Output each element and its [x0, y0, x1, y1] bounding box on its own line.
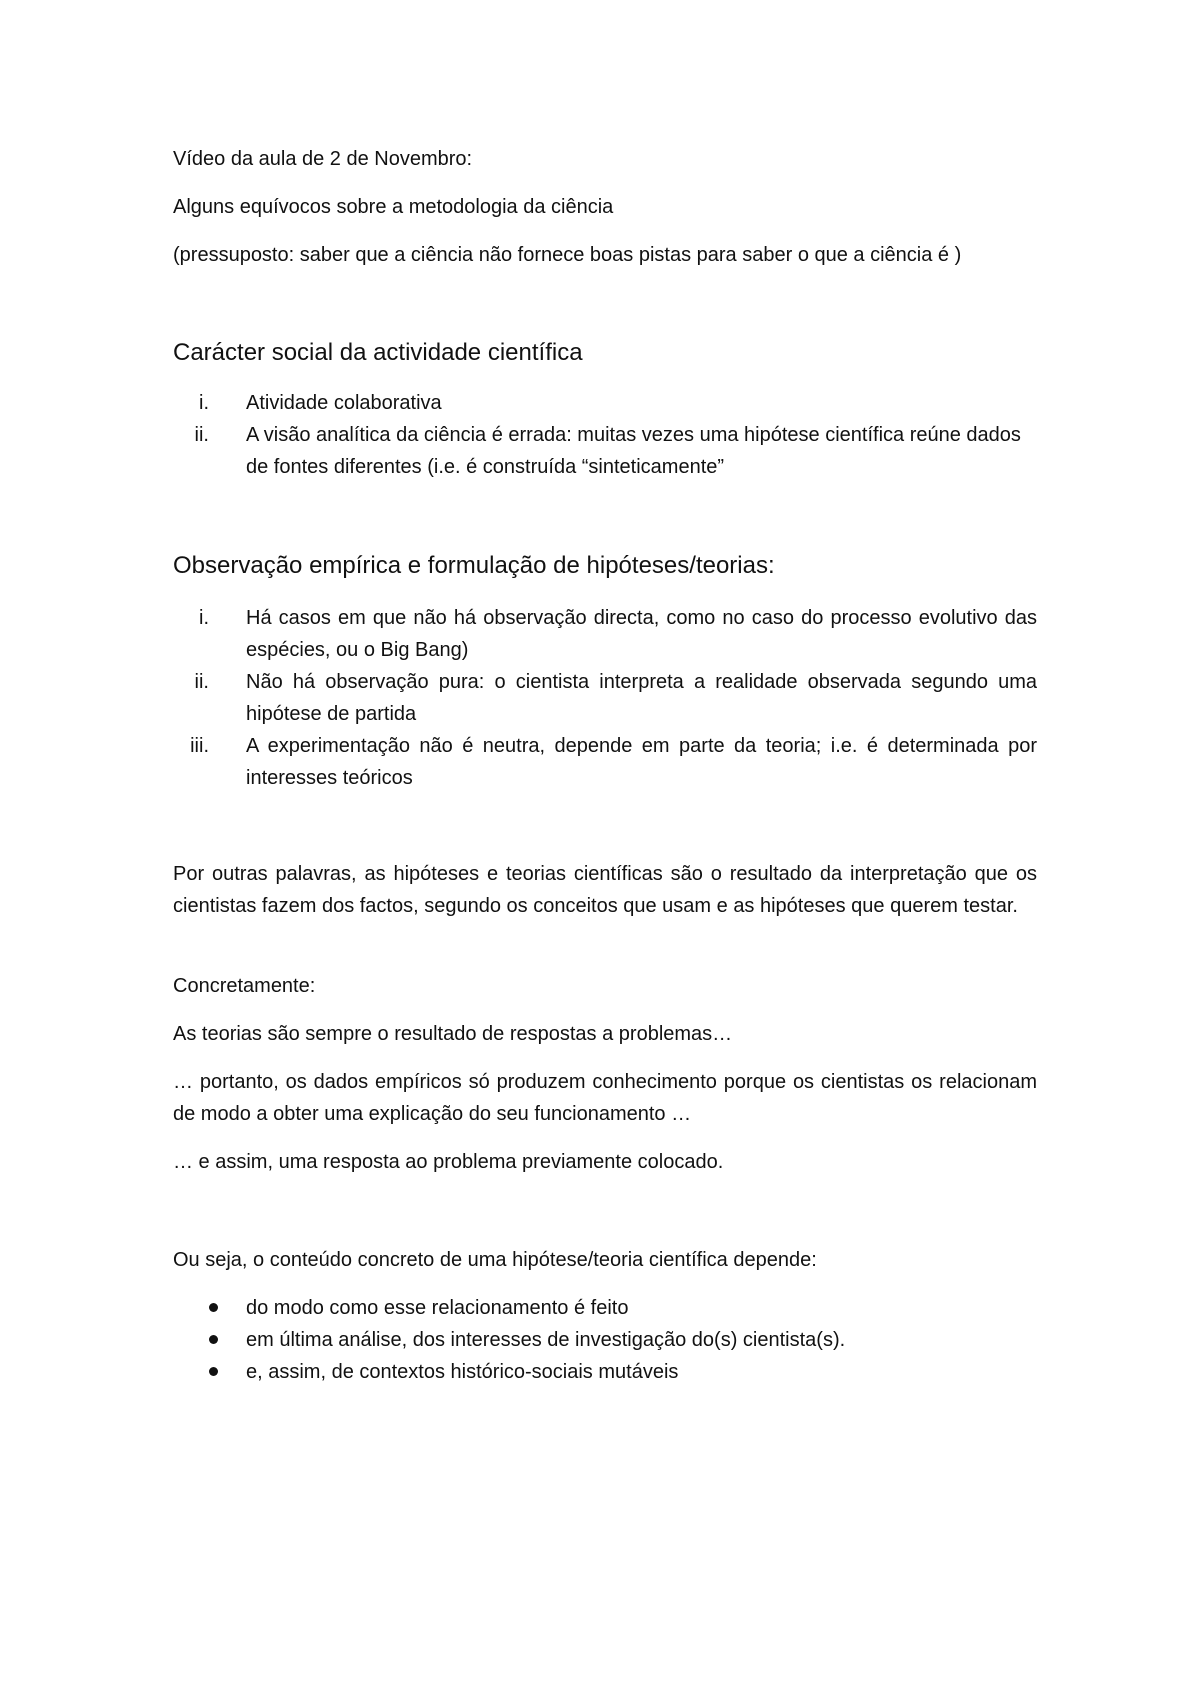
list-item-text: Há casos em que não há observação directa, como no caso do processo evolutivo das espécies, ou o Big Bang) [246, 607, 1037, 661]
paragraph-answer: … e assim, uma resposta ao problema previamente colocado. [173, 1151, 724, 1173]
list-marker: iii. [190, 735, 209, 757]
paragraph-depends: Ou seja, o conteúdo concreto de uma hipótese/teoria científica depende: [173, 1249, 817, 1271]
bullet-icon [209, 1303, 218, 1312]
paragraph-concretely: Concretamente: [173, 975, 316, 997]
bullet-text: e, assim, de contextos histórico-sociais mutáveis [246, 1361, 679, 1383]
bullet-text: em última análise, dos interesses de investigação do(s) cientista(s). [246, 1329, 846, 1351]
list-item-text: A visão analítica da ciência é errada: muitas vezes uma hipótese científica reúne dados de fontes diferentes (i.e. é construída “sinteticamente” [246, 424, 1021, 478]
bullet-icon [209, 1335, 218, 1344]
section-heading-observation: Observação empírica e formulação de hipóteses/teorias: [173, 552, 775, 579]
header-line-video: Vídeo da aula de 2 de Novembro: [173, 148, 473, 170]
list-item-text: A experimentação não é neutra, depende em parte da teoria; i.e. é determinada por interesses teóricos [246, 735, 1037, 789]
paragraph-empirical-data: … portanto, os dados empíricos só produzem conhecimento porque os cientistas os relacionam de modo a obter uma explicação do seu funcionamento … [173, 1071, 1037, 1125]
paragraph-theories: As teorias são sempre o resultado de respostas a problemas… [173, 1023, 733, 1045]
paragraph-interpretation: Por outras palavras, as hipóteses e teorias científicas são o resultado da interpretação que os cientistas fazem dos factos, segundo os conceitos que usam e as hipóteses que querem testar. [173, 863, 1037, 917]
list-marker: i. [199, 607, 209, 629]
bullet-text: do modo como esse relacionamento é feito [246, 1297, 629, 1319]
header-line-premise: (pressuposto: saber que a ciência não fornece boas pistas para saber o que a ciência é ) [173, 244, 962, 266]
header-line-topic: Alguns equívocos sobre a metodologia da ciência [173, 196, 614, 218]
list-marker: ii. [194, 424, 209, 446]
bullet-icon [209, 1367, 218, 1376]
list-marker: ii. [194, 671, 209, 693]
list-item-text: Não há observação pura: o cientista interpreta a realidade observada segundo uma hipótese de partida [246, 671, 1037, 725]
list-item-text: Atividade colaborativa [246, 392, 442, 414]
list-marker: i. [199, 392, 209, 414]
section-heading-social: Carácter social da actividade científica [173, 339, 583, 366]
